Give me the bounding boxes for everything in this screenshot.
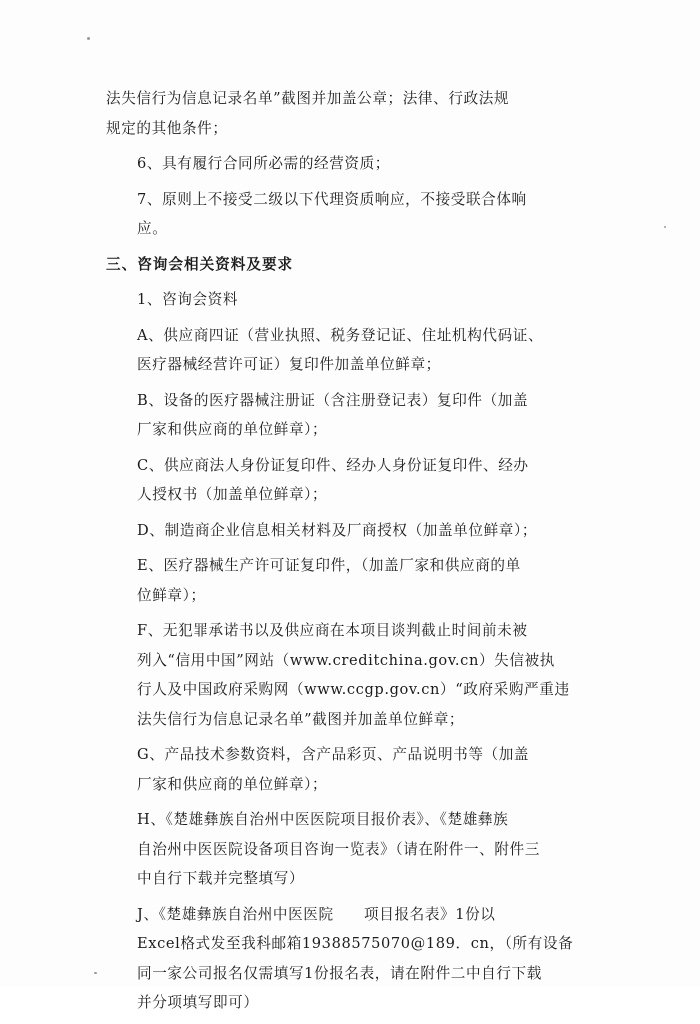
paragraph-item-e: [106, 551, 606, 610]
scan-speck: [87, 37, 90, 40]
paragraph-item-g: [106, 740, 606, 799]
paragraph-item-6: [106, 149, 606, 179]
text-line: F、无犯罪承诺书以及供应商在本项目谈判截止时间前未被: [137, 622, 528, 639]
text-line: 法失信行为信息记录名单”截图并加盖单位鲜章；: [137, 710, 465, 728]
text-line: 6、具有履行合同所必需的经营资质；: [137, 155, 390, 172]
text-line: 规定的其他条件；: [106, 119, 228, 137]
paragraph-item-h: [106, 805, 606, 894]
text-line: 自治州中医医院设备项目咨询一览表》（请在附件一、附件三: [137, 840, 540, 858]
text-line: 并分项填写即可）: [137, 994, 259, 1011]
paragraph-item-f: [106, 616, 606, 734]
paragraph-item-j: [106, 900, 606, 1018]
text-line: B、设备的医疗器械注册证（含注册登记表）复印件（加盖: [137, 391, 529, 409]
text-line: 医疗器械经营许可证）复印件加盖单位鲜章；: [137, 356, 441, 373]
text-line: G、产品技术参数资料，含产品彩页、产品说明书等（加盖: [137, 746, 530, 763]
text-line: 应。: [137, 220, 168, 237]
paragraph-item-b: [106, 386, 606, 445]
text-line: Excel格式发至我科邮箱19388575070@189．cn，（所有设备: [137, 935, 574, 952]
paragraph-item-7: [106, 185, 606, 244]
text-line: C、供应商法人身份证复印件、经办人身份证复印件、经办: [137, 456, 529, 474]
text-line: 7、原则上不接受二级以下代理资质响应，不接受联合体响: [137, 190, 527, 208]
text-line: 行人及中国政府采购网（www.ccgp.gov.cn）“政府采购严重违: [137, 681, 570, 698]
text-line: 列入“信用中国”网站（www.creditchina.gov.cn）失信被执: [137, 651, 555, 669]
paragraph-item-d: [106, 516, 606, 546]
paragraph-item-c: [106, 451, 606, 510]
text-line: A、供应商四证（营业执照、税务登记证、住址机构代码证、: [137, 326, 544, 344]
text-line: 人授权书（加盖单位鲜章）；: [137, 486, 328, 503]
text-line: 法失信行为信息记录名单”截图并加盖公章；法律、行政法规: [106, 90, 510, 107]
text-line: 1、咨询会资料: [137, 291, 239, 308]
paragraph-subsection-1: [106, 285, 606, 315]
heading-text: 三、咨询会相关资料及要求: [106, 255, 294, 273]
text-line: 同一家公司报名仅需填写1份报名表，请在附件二中自行下载: [137, 964, 542, 982]
text-line: E、医疗器械生产许可证复印件，（加盖厂家和供应商的单: [137, 557, 521, 574]
text-line: D、制造商企业信息相关材料及厂商授权（加盖单位鲜章）；: [137, 521, 538, 539]
text-line: 位鲜章）；: [137, 586, 206, 604]
scan-speck: [664, 226, 666, 228]
text-line: 厂家和供应商的单位鲜章）；: [137, 775, 328, 793]
document-body: [106, 84, 606, 1024]
paragraph-continued-conditions: [106, 84, 606, 143]
scan-speck: [94, 972, 97, 974]
section-heading: [106, 250, 606, 280]
text-line: 厂家和供应商的单位鲜章）；: [137, 421, 328, 438]
paragraph-item-a: [106, 321, 606, 380]
text-line: 中自行下载并完整填写）: [137, 870, 305, 887]
text-line: J、《楚雄彝族自治州中医医院 项目报名表》1份以: [137, 905, 496, 923]
text-line: H、《楚雄彝族自治州中医医院项目报价表》、《楚雄彝族: [137, 811, 509, 828]
